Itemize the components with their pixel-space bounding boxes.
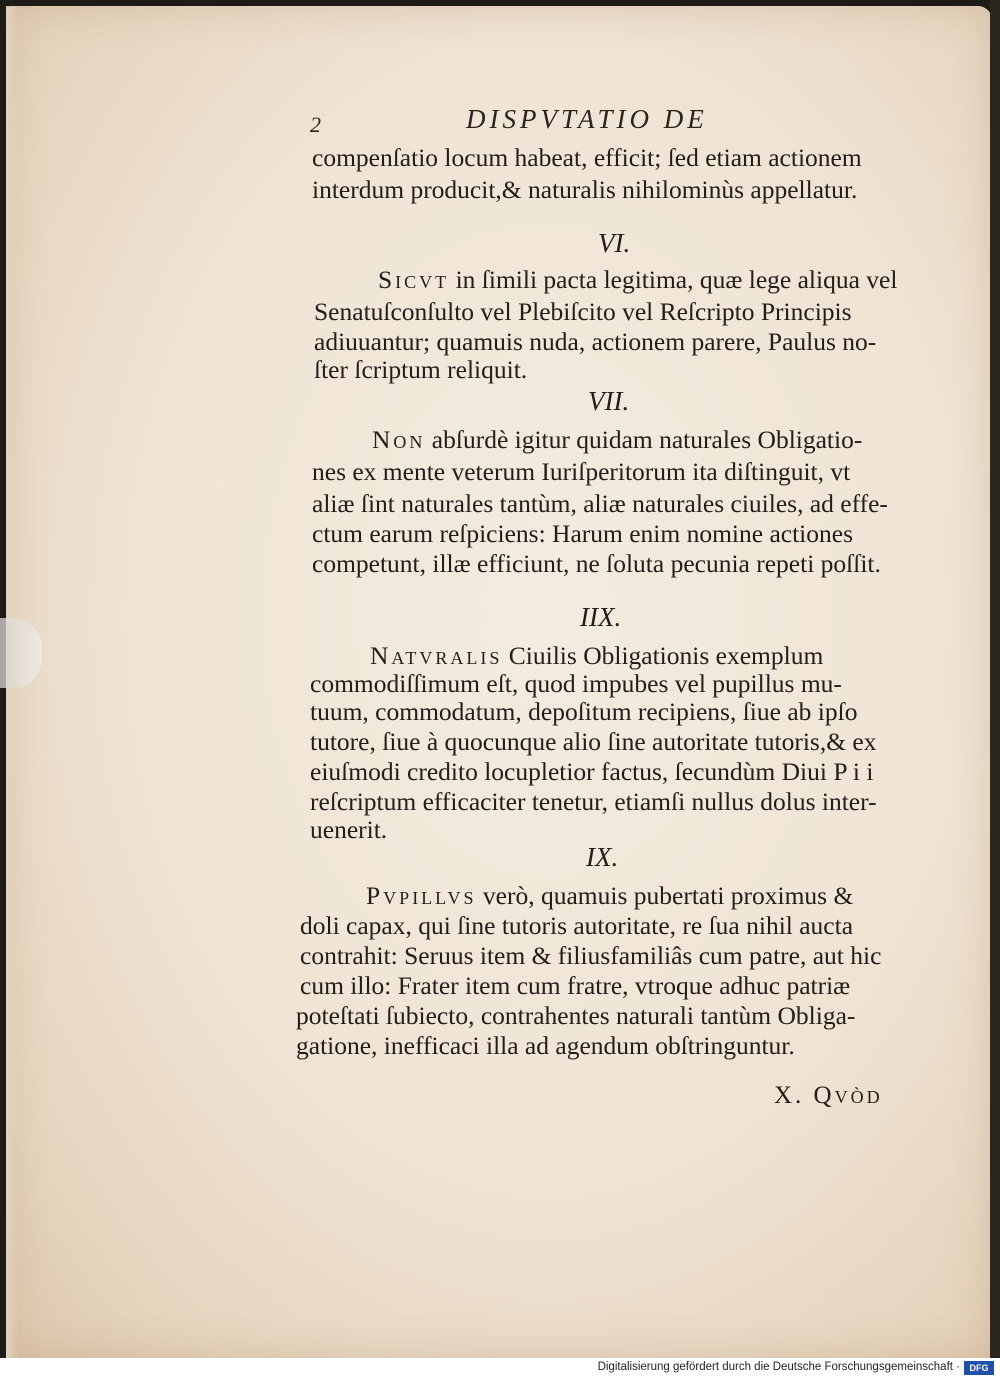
footer-bar bbox=[0, 1358, 1000, 1379]
body-line: ctum earum reſpiciens: Harum enim nomine actiones bbox=[312, 519, 853, 548]
body-line: adiuuantur; quamuis nuda, actionem parere, Paulus no- bbox=[314, 327, 877, 356]
body-line: competunt, illæ efficiunt, ne ſoluta pecunia repeti poſſit. bbox=[312, 549, 881, 578]
body-line: tuum, commodatum, depoſitum recipiens, ſiue ab ipſo bbox=[310, 697, 858, 726]
body-line: eiuſmodi credito locupletior factus, ſecundùm Diui P i i bbox=[310, 757, 874, 786]
section-lead-word: Non bbox=[372, 425, 426, 454]
body-line: poteſtati ſubiecto, contrahentes naturali tantùm Obliga- bbox=[296, 1001, 856, 1030]
body-line: interdum producit,& naturalis nihilominùs appellatur. bbox=[312, 175, 858, 204]
body-line: reſcriptum efficaciter tenetur, etiamſi nullus dolus inter- bbox=[310, 787, 877, 816]
section-heading: IX. bbox=[586, 842, 619, 872]
body-line bbox=[372, 424, 862, 457]
body-line: gatione, inefficaci illa ad agendum obſtringuntur. bbox=[296, 1031, 795, 1060]
body-line-rest: Ciuilis Obligationis exemplum bbox=[502, 641, 824, 670]
body-line bbox=[378, 264, 897, 297]
body-line-rest: in ſimili pacta legitima, quæ lege aliqua vel bbox=[449, 265, 898, 294]
section-lead-word: Natvralis bbox=[370, 641, 503, 670]
body-line: nes ex mente veterum Iuriſperitorum ita diſtinguit, vt bbox=[312, 457, 851, 486]
running-title: DISPVTATIO DE bbox=[466, 104, 708, 134]
section-heading: VI. bbox=[598, 228, 631, 258]
body-line: commodiſſimum eſt, quod impubes vel pupillus mu- bbox=[310, 669, 842, 698]
body-line: contrahit: Seruus item & filiusfamiliâs cum patre, aut hic bbox=[300, 941, 882, 970]
body-line-rest: abſurdè igitur quidam naturales Obligatio- bbox=[425, 425, 863, 454]
body-line: uenerit. bbox=[310, 815, 388, 844]
body-line: doli capax, qui ſine tutoris autoritate, re ſua nihil aucta bbox=[300, 911, 854, 940]
binding-edge bbox=[990, 0, 1000, 1358]
body-line-rest: verò, quamuis pubertati proximus & bbox=[476, 881, 854, 910]
page-number: 2 bbox=[310, 112, 321, 137]
page-header bbox=[310, 104, 910, 138]
body-line: aliæ ſint naturales tantùm, aliæ naturales ciuiles, ad effe- bbox=[312, 489, 888, 518]
funding-credit: Digitalisierung gefördert durch die Deutsche Forschungsgemeinschaft · bbox=[597, 1361, 960, 1373]
body-line: compenſatio locum habeat, efficit; ſed etiam actionem bbox=[312, 143, 862, 172]
body-line: ſter ſcriptum reliquit. bbox=[314, 355, 528, 384]
body-line: cum illo: Frater item cum fratre, vtroque adhuc patriæ bbox=[300, 971, 851, 1000]
catchword: X. Qvòd bbox=[774, 1082, 883, 1109]
section-lead-word: Pvpillvs bbox=[366, 881, 477, 910]
section-heading: VII. bbox=[588, 386, 630, 416]
body-line bbox=[366, 880, 853, 913]
body-line: tutore, ſiue à quocunque alio ſine autoritate tutoris,& ex bbox=[310, 727, 877, 756]
body-line: Senatuſconſulto vel Plebiſcito vel Reſcripto Principis bbox=[314, 297, 852, 326]
dfg-logo-icon: DFG bbox=[964, 1361, 994, 1375]
section-lead-word: Sicvt bbox=[378, 265, 450, 294]
section-heading: IIX. bbox=[580, 602, 622, 632]
